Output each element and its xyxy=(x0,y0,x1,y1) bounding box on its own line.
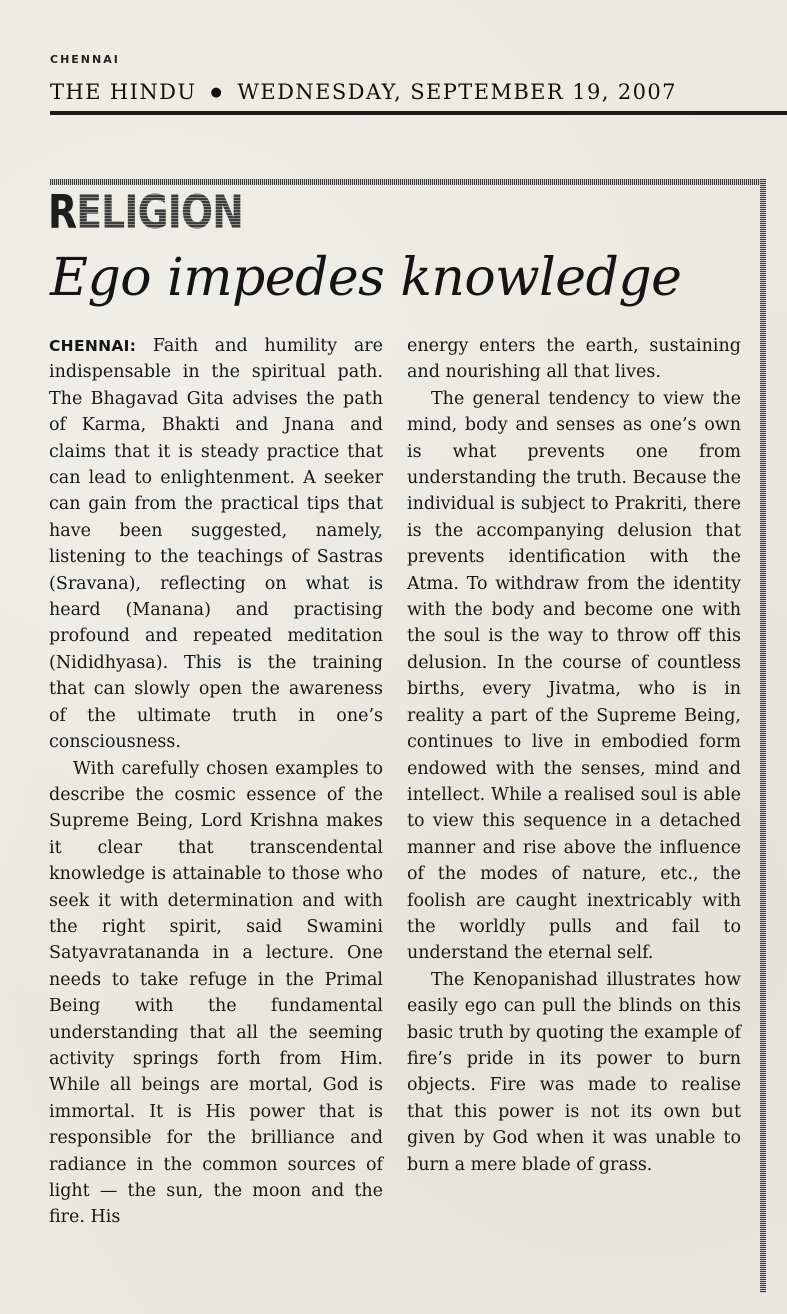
headline: Ego impedes knowledge xyxy=(50,248,682,308)
publication-date: WEDNESDAY, SEPTEMBER 19, 2007 xyxy=(237,80,677,104)
edition-city: CHENNAI xyxy=(50,53,120,66)
article-column-left xyxy=(49,333,383,1231)
masthead-rule xyxy=(50,111,787,115)
bullet-separator-icon: ● xyxy=(210,85,224,100)
kicker-rest: ELIGION xyxy=(76,185,243,239)
paragraph: energy enters the earth, sustaining and nourishing all that lives. xyxy=(407,336,741,383)
dateline: CHENNAI: xyxy=(49,337,137,355)
paragraph xyxy=(49,333,383,756)
article-box-right-border xyxy=(760,179,766,1293)
kicker-initial: R xyxy=(48,185,77,239)
paragraph-text: Faith and humility are indispensable in the spiritual path. The Bhagavad Gita advises the path of Karma, Bhakti and Jnana and claims that it is steady practice that can lead to enlightenment. A seeker can gain from the practical tips that have been suggested, namely, listening to the teachings of Sastras (Sravana), reflecting on what is heard (Manana) and practising profound and repeated meditation (Nididhyasa). This is the training that can slowly open the awareness of the ultimate truth in one’s consciousness. xyxy=(49,336,383,753)
paragraph: With carefully chosen examples to describe the cosmic essence of the Supreme Being, Lord Krishna makes it clear that transcendental knowledge is attainable to those who seek it with determination and with the right spirit, said Swamini Satyavratananda in a lecture. One needs to take refuge in the Primal Being with the fundamental understanding that all the seeming activity springs forth from Him. While all beings are mortal, God is immortal. It is His power that is responsible for the brilliance and radiance in the common sources of light — the sun, the moon and the fire. His xyxy=(49,758,383,1228)
article-column-right xyxy=(407,333,741,1178)
masthead xyxy=(50,80,785,104)
newspaper-name: THE HINDU xyxy=(50,80,197,104)
section-kicker xyxy=(48,186,243,238)
paragraph: The general tendency to view the mind, body and senses as one’s own is what prevents one from understanding the truth. Because the individual is subject to Prakriti, there is the accompanying delusion that prevents identification with the Atma. To withdraw from the identity with the body and become one with the soul is the way to throw off this delusion. In the course of countless births, every Jivatma, who is in reality a part of the Supreme Being, continues to live in embodied form endowed with the senses, mind and intellect. While a realised soul is able to view this sequence in a detached manner and rise above the influence of the modes of nature, etc., the foolish are caught inextricably with the worldly pulls and fail to understand the eternal self. xyxy=(407,388,741,964)
paragraph: The Kenopanishad illustrates how easily ego can pull the blinds on this basic truth by quoting the example of fire’s pride in its power to burn objects. Fire was made to realise that this power is not its own but given by God when it was unable to burn a mere blade of grass. xyxy=(407,969,741,1175)
